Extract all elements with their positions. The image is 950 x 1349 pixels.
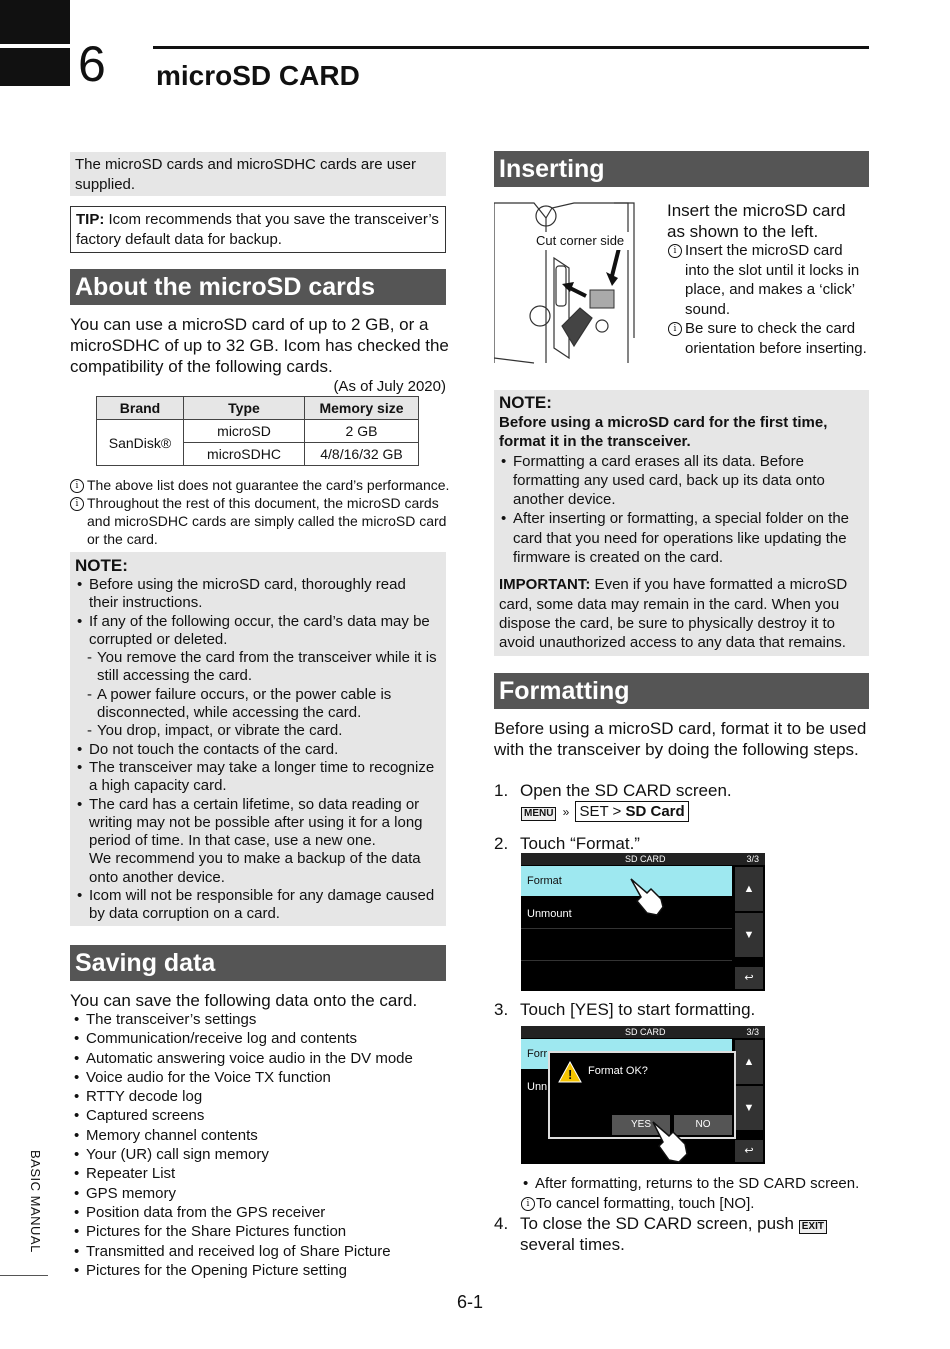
insertion-illustration <box>494 198 662 368</box>
about-notes <box>70 476 450 548</box>
return-icon: ↩ <box>744 972 754 984</box>
yes-button[interactable]: YES <box>612 1115 670 1135</box>
microsd-card-shape <box>590 290 614 308</box>
saving-heading: Saving data <box>70 945 446 981</box>
chapter-rule <box>153 46 869 49</box>
table-cell-brand: SanDisk® <box>97 420 184 466</box>
arrow-down-icon <box>612 248 619 276</box>
format-menu-item: Forr <box>521 1039 732 1069</box>
scroll-up-button[interactable] <box>735 867 763 911</box>
note-item: • Icom will not be responsible for any damage caused by data corruption on a card. <box>75 887 438 924</box>
page-number: 6-1 <box>456 1292 483 1312</box>
return-icon: ↩ <box>744 1145 754 1157</box>
scroll-down-button[interactable] <box>735 1086 763 1130</box>
note-title: NOTE: <box>75 556 128 575</box>
note-box-left <box>70 552 446 926</box>
triangle-up-icon: ▲ <box>743 1056 755 1068</box>
format-menu-item[interactable]: Format <box>521 866 732 896</box>
dialog-message: Format OK? <box>588 1065 648 1077</box>
scroll-down-button[interactable] <box>735 913 763 957</box>
note-item: - You remove the card from the transceiver while it is still accessing the card. <box>75 649 438 686</box>
unmount-menu-item: Unn <box>527 1081 548 1093</box>
note-title: NOTE: <box>499 393 552 412</box>
about-heading: About the microSD cards <box>70 269 446 305</box>
saving-intro: You can save the following data onto the card. <box>70 991 418 1010</box>
sd-card-screen <box>521 853 765 991</box>
as-of-date: (As of July 2020) <box>333 378 446 395</box>
list-item: • RTTY decode log <box>72 1087 450 1106</box>
list-item: • Transmitted and received log of Share Picture <box>72 1242 450 1261</box>
hand-pointer-icon <box>649 1118 699 1164</box>
inserting-heading: Inserting <box>494 151 869 187</box>
chapter-tab <box>0 0 70 86</box>
info-note: i To cancel formatting, touch [NO]. <box>521 1194 881 1214</box>
step-1: 1. Open the SD CARD screen. <box>494 781 732 800</box>
note-item: - You drop, impact, or vibrate the card. <box>75 722 438 740</box>
menu-key: MENU <box>521 807 556 821</box>
chapter-tab-divider <box>0 44 70 48</box>
note-item: • If any of the following occur, the card’s data may be corrupted or deleted. <box>75 613 438 650</box>
info-icon: i <box>668 244 682 258</box>
unmount-menu-item[interactable]: Unmount <box>521 899 732 929</box>
table-cell: microSD <box>184 420 305 443</box>
list-item: • The transceiver’s settings <box>72 1010 450 1029</box>
list-item: • Position data from the GPS receiver <box>72 1203 450 1222</box>
note-item: • Do not touch the contacts of the card. <box>75 741 438 759</box>
no-button[interactable]: NO <box>674 1115 732 1135</box>
list-item: • Repeater List <box>72 1164 450 1183</box>
list-item: • Your (UR) call sign memory <box>72 1145 450 1164</box>
note-item: • After inserting or formatting, a special folder on the card that you need for operations like updating the firmware is created on the card. <box>499 509 864 567</box>
supplied-note: The microSD cards and microSDHC cards are user supplied. <box>70 152 446 196</box>
step-2: 2. Touch “Format.” <box>494 834 640 853</box>
info-icon: i <box>668 322 682 336</box>
after-format-note <box>521 1174 881 1213</box>
warning-icon <box>558 1061 582 1083</box>
note-item: • Before using the microSD card, thoroughly read their instructions. <box>75 576 438 613</box>
tip-box: TIP: Icom recommends that you save the transceiver’s factory default data for backup. <box>70 206 446 253</box>
table-header: Memory size <box>305 397 419 420</box>
table-cell: 4/8/16/32 GB <box>305 443 419 466</box>
step-4: 4. To close the SD CARD screen, push EXIT several times. <box>494 1213 864 1255</box>
note-item: • Formatting a card erases all its data. Before formatting any used card, back up its data onto another device. <box>499 452 864 510</box>
svg-text:!: ! <box>568 1067 573 1082</box>
sidebar-label: BASIC MANUAL <box>28 1150 43 1253</box>
list-item: • GPS memory <box>72 1184 450 1203</box>
saving-list <box>70 1010 450 1280</box>
scroll-up-button[interactable] <box>735 1040 763 1084</box>
exit-key: EXIT <box>799 1220 827 1234</box>
step-3: 3. Touch [YES] to start formatting. <box>494 1000 756 1019</box>
inserting-main: Insert the microSD card as shown to the left. <box>667 201 846 241</box>
chapter-title: microSD CARD <box>156 60 360 91</box>
confirm-dialog <box>548 1051 736 1139</box>
info-icon: i <box>70 479 84 493</box>
note-item: We recommend you to make a backup of the data onto another device. <box>89 850 421 886</box>
list-item: • Memory channel contents <box>72 1126 450 1145</box>
note-box-right <box>494 390 869 656</box>
info-note: i The above list does not guarantee the card’s performance. <box>70 476 450 494</box>
menu-path: MENU » SET > SD Card <box>521 801 689 822</box>
list-item: • Captured screens <box>72 1106 450 1125</box>
screen-titlebar: SD CARD 3/3 <box>521 1026 765 1038</box>
note-item: • The transceiver may take a longer time to recognize a high capacity card. <box>75 759 438 796</box>
sidebar-rule <box>0 1275 48 1276</box>
chapter-number: 6 <box>78 36 106 92</box>
cut-corner-label: Cut corner side <box>536 233 625 248</box>
list-item: • Voice audio for the Voice TX function <box>72 1068 450 1087</box>
info-note: i Throughout the rest of this document, the microSD cards and microSDHC cards are simply called the microSD card or the card. <box>70 494 450 548</box>
triangle-down-icon: ▼ <box>743 929 755 941</box>
table-header: Type <box>184 397 305 420</box>
table-cell: 2 GB <box>305 420 419 443</box>
inserting-notes <box>668 241 868 358</box>
compatibility-table <box>96 396 419 466</box>
formatting-intro: Before using a microSD card, format it to be used with the transceiver by doing the following steps. <box>494 719 867 759</box>
list-item: • Communication/receive log and contents <box>72 1029 450 1048</box>
info-note: i Be sure to check the card orientation before inserting. <box>668 319 868 358</box>
note-bold: Before using a microSD card for the first time, format it in the transceiver. <box>499 414 828 451</box>
table-cell: microSDHC <box>184 443 305 466</box>
empty-menu-item <box>521 930 732 961</box>
list-item: • Automatic answering voice audio in the DV mode <box>72 1049 450 1068</box>
info-icon: i <box>521 1197 535 1211</box>
about-body: You can use a microSD card of up to 2 GB, or a microSDHC of up to 32 GB. Icom has checked the compatibility of the following cards. <box>70 315 449 376</box>
hand-pointer-icon <box>627 873 671 917</box>
note-item: • After formatting, returns to the SD CARD screen. <box>521 1174 881 1194</box>
table-header: Brand <box>97 397 184 420</box>
menu-path-box: SET > SD Card <box>575 801 688 822</box>
list-item: • Pictures for the Opening Picture setting <box>72 1261 450 1280</box>
triangle-up-icon: ▲ <box>743 883 755 895</box>
info-note: i Insert the microSD card into the slot until it locks in place, and makes a ‘click’ sound. <box>668 241 868 319</box>
screen-titlebar: SD CARD 3/3 <box>521 853 765 865</box>
format-confirm-screen <box>521 1026 765 1164</box>
important-note: IMPORTANT: Even if you have formatted a microSD card, some data may remain in the card. When you dispose the card, be sure to physically destroy it to avoid unauthorized access to any data that remains. <box>499 576 848 652</box>
formatting-heading: Formatting <box>494 673 869 709</box>
back-button[interactable] <box>735 1140 763 1162</box>
list-item: • Pictures for the Share Pictures function <box>72 1222 450 1241</box>
info-icon: i <box>70 497 84 511</box>
triangle-down-icon: ▼ <box>743 1102 755 1114</box>
back-button[interactable] <box>735 967 763 989</box>
note-item: - A power failure occurs, or the power cable is disconnected, while accessing the card. <box>75 686 438 723</box>
note-list <box>75 576 438 924</box>
note-item: • The card has a certain lifetime, so data reading or writing may not be possible after using it for a long period of time. In that case, use a new one. <box>75 796 438 851</box>
